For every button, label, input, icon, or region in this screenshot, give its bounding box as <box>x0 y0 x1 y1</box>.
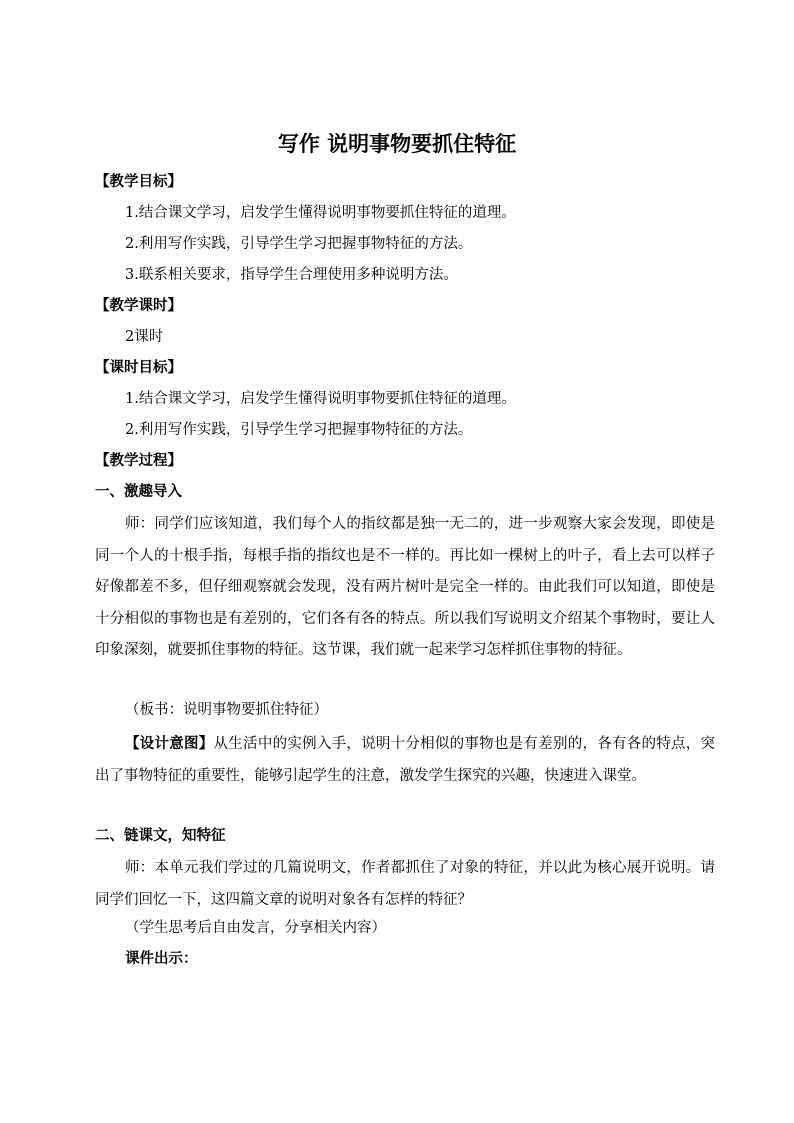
lesson-objective-item-2: 2.利用写作实践，引导学生学习把握事物特征的方法。 <box>125 422 473 438</box>
objective-item-2: 2.利用写作实践，引导学生学习把握事物特征的方法。 <box>125 236 473 252</box>
design-intent-label: 【设计意图】 <box>125 735 214 752</box>
part2-paragraph: 师：本单元我们学过的几篇说明文，作者都抓住了对象的特征，并以此为核心展开说明。请同学们回忆一下，这四篇文章的说明对象各有怎样的特征？ <box>95 860 715 908</box>
courseware-label: 课件出示： <box>125 950 198 967</box>
board-note: （板书：说明事物要抓住特征） <box>125 702 328 718</box>
lesson-objectives-heading: 【课时目标】 <box>95 359 182 376</box>
process-heading: 【教学过程】 <box>95 452 182 469</box>
objectives-heading: 【教学目标】 <box>95 173 182 190</box>
objective-item-3: 3.联系相关要求，指导学生合理使用多种说明方法。 <box>125 267 458 283</box>
objective-item-1: 1.结合课文学习，启发学生懂得说明事物要抓住特征的道理。 <box>125 205 516 221</box>
part1-heading: 一、激趣导入 <box>95 483 182 500</box>
page-title: 写作 说明事物要抓住特征 <box>277 131 517 156</box>
part1-paragraph: 师：同学们应该知道，我们每个人的指纹都是独一无二的，进一步观察大家会发现，即使是同一个人的十根手指，每根手指的指纹也是不一样的。再比如一棵树上的叶子，看上去可以样子好像都差不多，但仔细观察就会发现，没有两片树叶是完全一样的。由此我们可以知道，即使是十分相似的事物也是有差别的，它们各有各的特点。所以我们写说明文介绍某个事物时，要让人印象深刻，就要抓住事物的特征。这节课，我们就一起来学习怎样抓住事物的特征。 <box>95 516 715 659</box>
hours-value: 2课时 <box>125 329 164 345</box>
hours-heading: 【教学课时】 <box>95 297 182 314</box>
lesson-objective-item-1: 1.结合课文学习，启发学生懂得说明事物要抓住特征的道理。 <box>125 391 516 407</box>
part2-heading: 二、链课文，知特征 <box>95 827 226 844</box>
design-intent-paragraph <box>95 728 715 792</box>
design-intent-text: 从生活中的实例入手，说明十分相似的事物也是有差别的，各有各的特点，突出了事物特征的重要性，能够引起学生的注意，激发学生探究的兴趣，快速进入课堂。 <box>95 736 716 784</box>
student-note: （学生思考后自由发言，分享相关内容） <box>125 920 386 936</box>
